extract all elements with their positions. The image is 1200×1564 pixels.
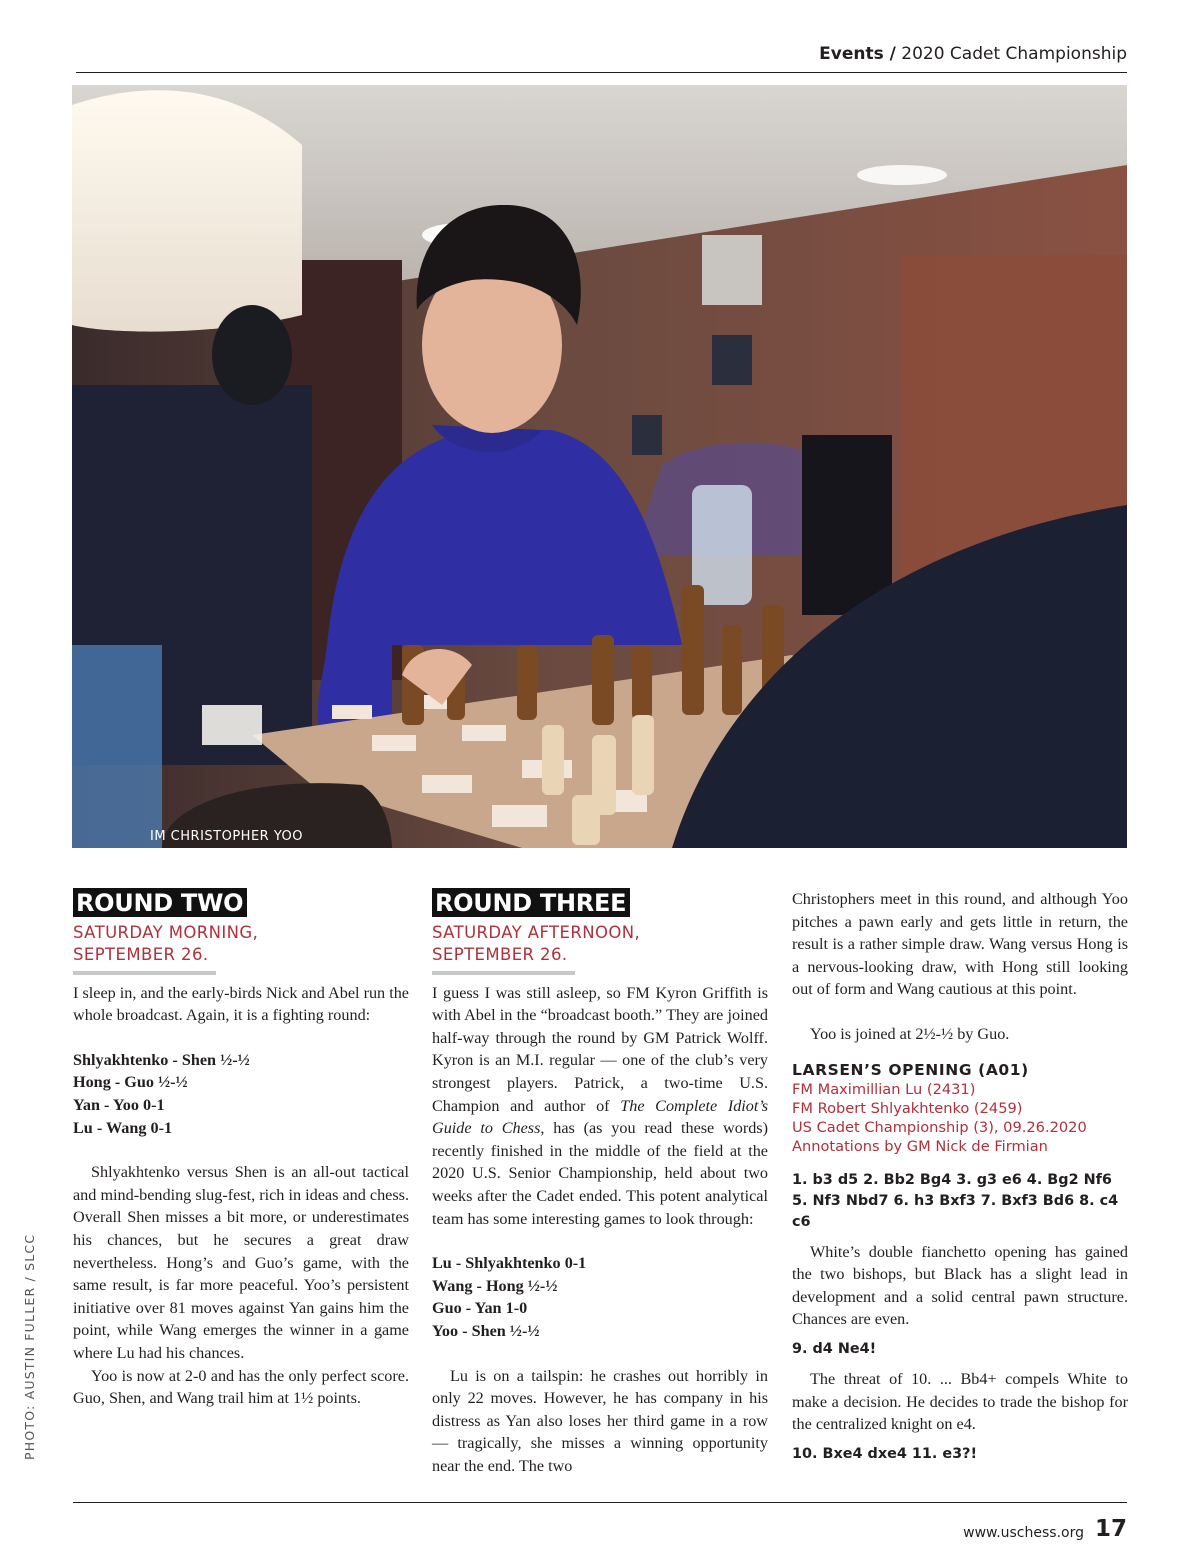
round-three-results (432, 1252, 768, 1342)
round-two-sub-line-2: SEPTEMBER 26. (73, 945, 209, 965)
result-line: Yan - Yoo 0-1 (73, 1095, 165, 1114)
round-two-intro: I sleep in, and the early-birds Nick and Abel run the whole broadcast. Again, it is a fighting round: (73, 983, 409, 1025)
event-line: US Cadet Championship (3), 09.26.2020 (792, 1118, 1087, 1136)
column-round-three (432, 888, 768, 1477)
feature-photo (72, 85, 1127, 848)
round-two-title: ROUND TWO (73, 888, 247, 917)
game-moves: 9. d4 Ne4! (792, 1340, 877, 1357)
result-line: Hong - Guo ½-½ (73, 1073, 188, 1092)
continuation-paragraph: Christophers meet in this round, and although Yoo pitches a pawn early and gets little in return, the result is a rather simple draw. Wang versus Hong is a nervous-looking draw, with Hong still looking out of form and Wang cautious at this point. (792, 890, 1128, 999)
round-three-paragraph: Lu is on a tailspin: he crashes out horribly in only 22 moves. However, he has company in his distress as Yan also loses her third game in a row — tragically, she misses a winning opportunity near the end. The two (432, 1366, 768, 1475)
round-three-sub-line-2: SEPTEMBER 26. (432, 945, 568, 965)
intro-text: I guess I was still asleep, so FM Kyron Griffith is with Abel in the “broadcast booth.” They are joined half-way through the round by GM Patrick Wolff. Kyron is an M.I. regular — one of the club’s very strongest players. Patrick, a two-time U.S. Champion and author of (432, 983, 768, 1115)
page-number: 17 (1094, 1516, 1127, 1542)
game-moves: 10. Bxe4 dxe4 11. e3?! (792, 1445, 978, 1462)
result-line: Lu - Shlyakhtenko 0-1 (432, 1254, 587, 1273)
photo-credit: PHOTO: AUSTIN FULLER / SLCC (22, 1233, 37, 1460)
subtitle-bar (432, 971, 575, 975)
book-title: The Complete Idiot’s Guide to Chess (432, 1096, 768, 1138)
header-rule (76, 72, 1127, 73)
round-three-sub-line-1: SATURDAY AFTERNOON, (432, 922, 641, 942)
white-player: FM Maximillian Lu (2431) (792, 1080, 976, 1098)
round-three-title: ROUND THREE (432, 888, 630, 917)
result-line: Wang - Hong ½-½ (432, 1276, 558, 1295)
opening-title: LARSEN’S OPENING (A01) (792, 1060, 1029, 1079)
intro-text: , has (as you read these words) recently finished in the middle of the field at the 2020 U.S. Senior Championship, held about two weeks after the Cadet ended. This potent analytical team has some interesting games to look through: (432, 1119, 768, 1228)
round-two-results (73, 1049, 409, 1139)
result-line: Shlyakhtenko - Shen ½-½ (73, 1050, 250, 1069)
header-title: 2020 Cadet Championship (901, 44, 1127, 64)
result-line: Yoo - Shen ½-½ (432, 1321, 540, 1340)
round-two-sub-line-1: SATURDAY MORNING, (73, 922, 259, 942)
round-two-subtitle (73, 922, 409, 967)
result-line: Guo - Yan 1-0 (432, 1299, 528, 1318)
game-moves: 1. b3 d5 2. Bb2 Bg4 3. g3 e6 4. Bg2 Nf6 5. Nf3 Nbd7 6. h3 Bxf3 7. Bxf3 Bd6 8. c4 c6 (792, 1171, 1119, 1230)
footer-url: www.uschess.org (963, 1525, 1084, 1541)
annotator-line: Annotations by GM Nick de Firmian (792, 1137, 1048, 1155)
column-round-two (73, 888, 409, 1410)
footer-rule (73, 1502, 1127, 1503)
round-three-intro (432, 982, 768, 1231)
photo-caption: IM CHRISTOPHER YOO (150, 829, 304, 844)
round-two-paragraph: Yoo is now at 2-0 and has the only perfect score. Guo, Shen, and Wang trail him at 1½ points. (73, 1366, 409, 1408)
running-header (819, 44, 1127, 64)
black-player: FM Robert Shlyakhtenko (2459) (792, 1099, 1023, 1117)
round-two-paragraph: Shlyakhtenko versus Shen is an all-out tactical and mind-bending slug-fest, rich in ideas and chess. Overall Shen misses a bit more, or underestimates his chances, but he secures a great draw nevertheless. Hong’s and Guo’s game, with the same result, is far more peaceful. Yoo’s persistent initiative over 81 moves against Yan gains him the point, while Wang emerges the winner in a game where Lu had his chances. (73, 1163, 409, 1362)
column-game-annotation (792, 888, 1128, 1473)
header-section: Events / (819, 44, 896, 64)
standings-paragraph: Yoo is joined at 2½-½ by Guo. (810, 1024, 1010, 1043)
game-info (792, 1080, 1128, 1156)
annotation-note: The threat of 10. ... Bb4+ compels White to make a decision. He decides to trade the bishop for the centralized knight on e4. (792, 1369, 1128, 1434)
annotation-note: White’s double fianchetto opening has gained the two bishops, but Black has a slight lead in development and a solid central pawn structure. Chances are even. (792, 1242, 1128, 1329)
round-three-subtitle (432, 922, 768, 967)
photo-illustration (72, 85, 1127, 848)
subtitle-bar (73, 971, 216, 975)
result-line: Lu - Wang 0-1 (73, 1118, 173, 1137)
